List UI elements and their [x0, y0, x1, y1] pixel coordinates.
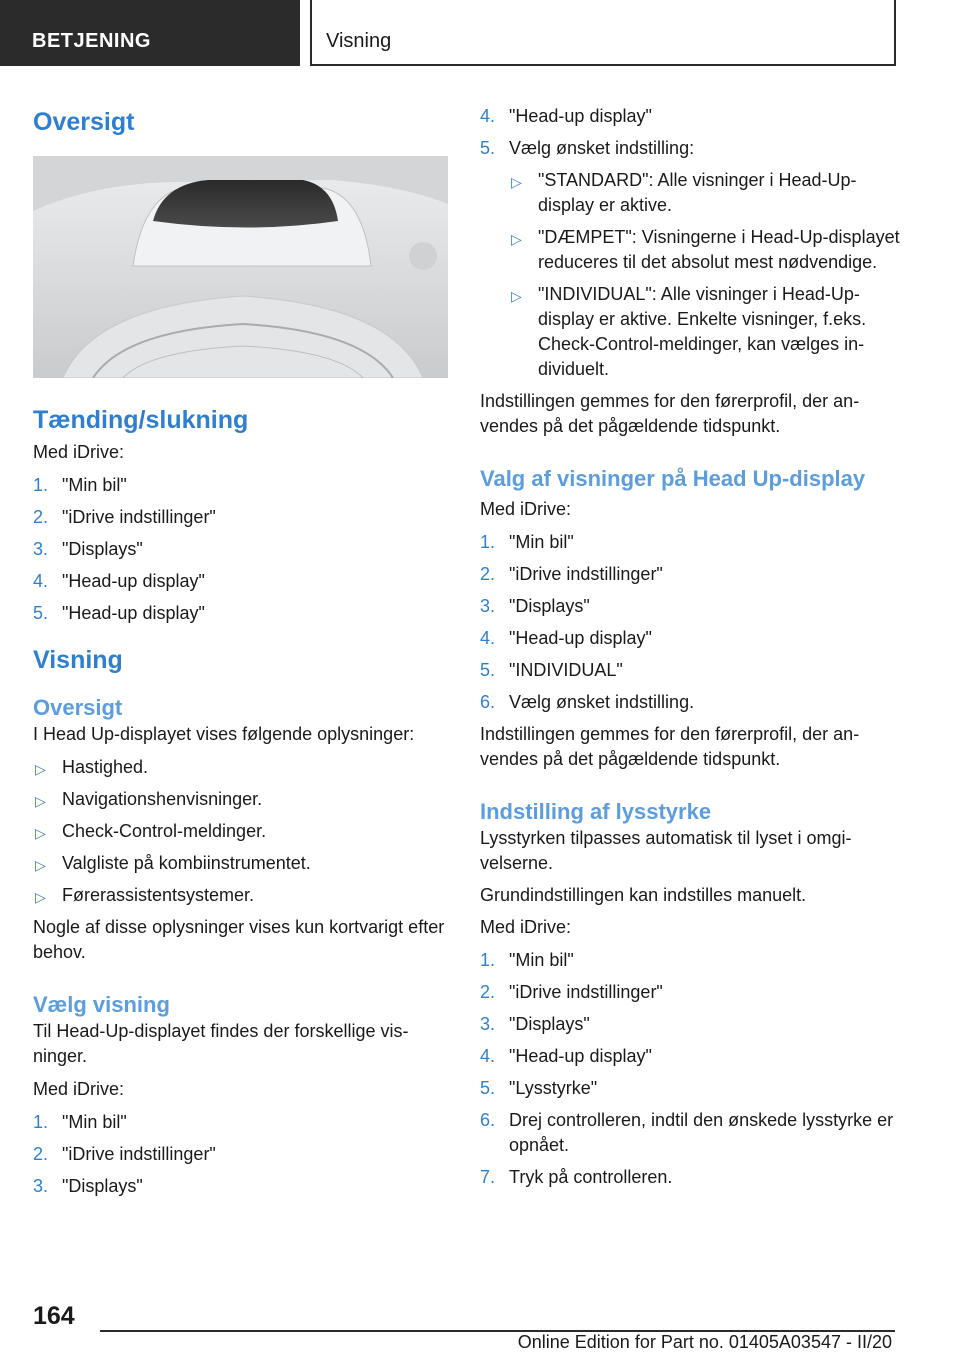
med-idrive-label-3: Med iDrive:: [480, 499, 572, 519]
triangle-bullet-icon: ▷: [35, 857, 46, 873]
list-item: 4. "Head-up display": [480, 628, 652, 648]
display-options: [480, 168, 900, 382]
head-up-display-photo: [33, 156, 448, 378]
med-idrive-label-2: Med iDrive:: [33, 1079, 125, 1099]
heading-taending: Tænding/slukning: [33, 406, 249, 434]
med-idrive-label-4: Med iDrive:: [480, 917, 572, 937]
note-kortvarigt: Nogle af disse oplysninger vises kun kortvarigt efter behov.: [33, 917, 445, 962]
header-chapter-label: Visning: [326, 30, 392, 52]
list-item: 1. "Min bil": [480, 532, 574, 552]
list-item: 5. "Head-up display": [33, 603, 205, 623]
list-item: 4. "Head-up display": [33, 571, 205, 591]
list-item: 4. "Head-up display": [480, 1046, 652, 1066]
steps-list-2: [33, 1110, 448, 1199]
lysstyrke-text: Lysstyrken tilpasses automatisk til lyset i omgivelserne.: [480, 828, 852, 873]
list-item: 2. "iDrive indstillinger": [480, 982, 663, 1002]
hud-illustration: [33, 156, 448, 378]
list-item: 2. "iDrive indstillinger": [480, 564, 663, 584]
subheading-valg-af-visninger: Valg af visninger på Head Up-display: [480, 466, 866, 491]
steps-list-3: [480, 530, 900, 715]
triangle-bullet-icon: ▷: [511, 231, 522, 247]
list-item: 6. Vælg ønsket indstilling.: [480, 692, 695, 712]
med-idrive-label-1: Med iDrive:: [33, 442, 125, 462]
triangle-bullet-icon: ▷: [511, 288, 522, 304]
subheading-oversigt: Oversigt: [33, 695, 123, 720]
list-item: 2. "iDrive indstillinger": [33, 1144, 216, 1164]
header-section-tab: [0, 0, 300, 66]
list-item: ▷ Hastighed.: [33, 755, 448, 780]
list-item: ▷ Valgliste på kombiinstrumentet.: [33, 851, 448, 876]
grund-text: Grundindstillingen kan indstilles manuelt.: [480, 885, 807, 905]
list-item: 1. "Min bil": [33, 1112, 127, 1132]
list-item: 4. "Head-up display": [480, 106, 652, 126]
header-chapter-tab: [310, 0, 896, 66]
heading-visning: Visning: [33, 646, 123, 674]
vaelg-text: Til Head-Up-displayet findes der forskellige visninger.: [33, 1021, 409, 1066]
right-column: [480, 104, 900, 1197]
subheading-vaelg-visning: Vælg visning: [33, 992, 170, 1017]
list-item: 5. "INDIVIDUAL": [480, 660, 623, 680]
triangle-bullet-icon: ▷: [35, 761, 46, 777]
subheading-lysstyrke: Indstilling af lysstyrke: [480, 799, 712, 824]
list-item: ▷ "INDIVIDUAL": Alle visninger i Head-Up-display er aktive. Enkelte visninger, f.eks. Check-Control-meldinger, kan vælges individuelt.: [511, 284, 867, 379]
steps-list-2-continued: [480, 104, 900, 161]
gemmes-note-2: Indstillingen gemmes for den førerprofil, der anvendes på det pågældende tidspunkt.: [480, 724, 860, 769]
list-item: ▷ "STANDARD": Alle visninger i Head-Up-display er aktive.: [511, 170, 857, 215]
info-bullets: [33, 755, 448, 908]
list-item: 1. "Min bil": [480, 950, 574, 970]
list-item: 3. "Displays": [480, 1014, 590, 1034]
page-number: 164: [33, 1302, 75, 1330]
list-item: 5. Vælg ønsket indstilling:: [480, 138, 695, 158]
steps-list-4: [480, 948, 900, 1190]
list-item: 2. "iDrive indstillinger": [33, 507, 216, 527]
header-section-label: BETJENING: [32, 30, 151, 52]
steps-list-1: [33, 473, 448, 626]
triangle-bullet-icon: ▷: [511, 174, 522, 190]
triangle-bullet-icon: ▷: [35, 889, 46, 905]
list-item: 3. "Displays": [480, 596, 590, 616]
gemmes-note-1: Indstillingen gemmes for den førerprofil, der anvendes på det pågældende tidspunkt.: [480, 391, 860, 436]
left-column: [33, 100, 448, 1206]
triangle-bullet-icon: ▷: [35, 793, 46, 809]
heading-oversigt: Oversigt: [33, 108, 135, 136]
list-item: 5. "Lysstyrke": [480, 1078, 598, 1098]
list-item: ▷ Navigationshenvisninger.: [33, 787, 448, 812]
visning-intro: I Head Up-displayet vises følgende oplysninger:: [33, 724, 415, 744]
list-item: ▷ Check-Control-meldinger.: [33, 819, 448, 844]
triangle-bullet-icon: ▷: [35, 825, 46, 841]
list-item: ▷ Førerassistentsystemer.: [33, 883, 448, 908]
list-item: 6. Drej controlleren, indtil den ønskede lysstyrke er opnået.: [480, 1110, 894, 1155]
list-item: 7. Tryk på controlleren.: [480, 1167, 673, 1187]
footer-edition: Online Edition for Part no. 01405A03547 - II/20: [517, 1332, 892, 1352]
list-item: 1. "Min bil": [33, 475, 127, 495]
list-item: 3. "Displays": [33, 1176, 143, 1196]
list-item: 3. "Displays": [33, 539, 143, 559]
list-item: ▷ "DÆMPET": Visningerne i Head-Up-displayet reduceres til det absolut mest nødvendige.: [511, 227, 900, 272]
